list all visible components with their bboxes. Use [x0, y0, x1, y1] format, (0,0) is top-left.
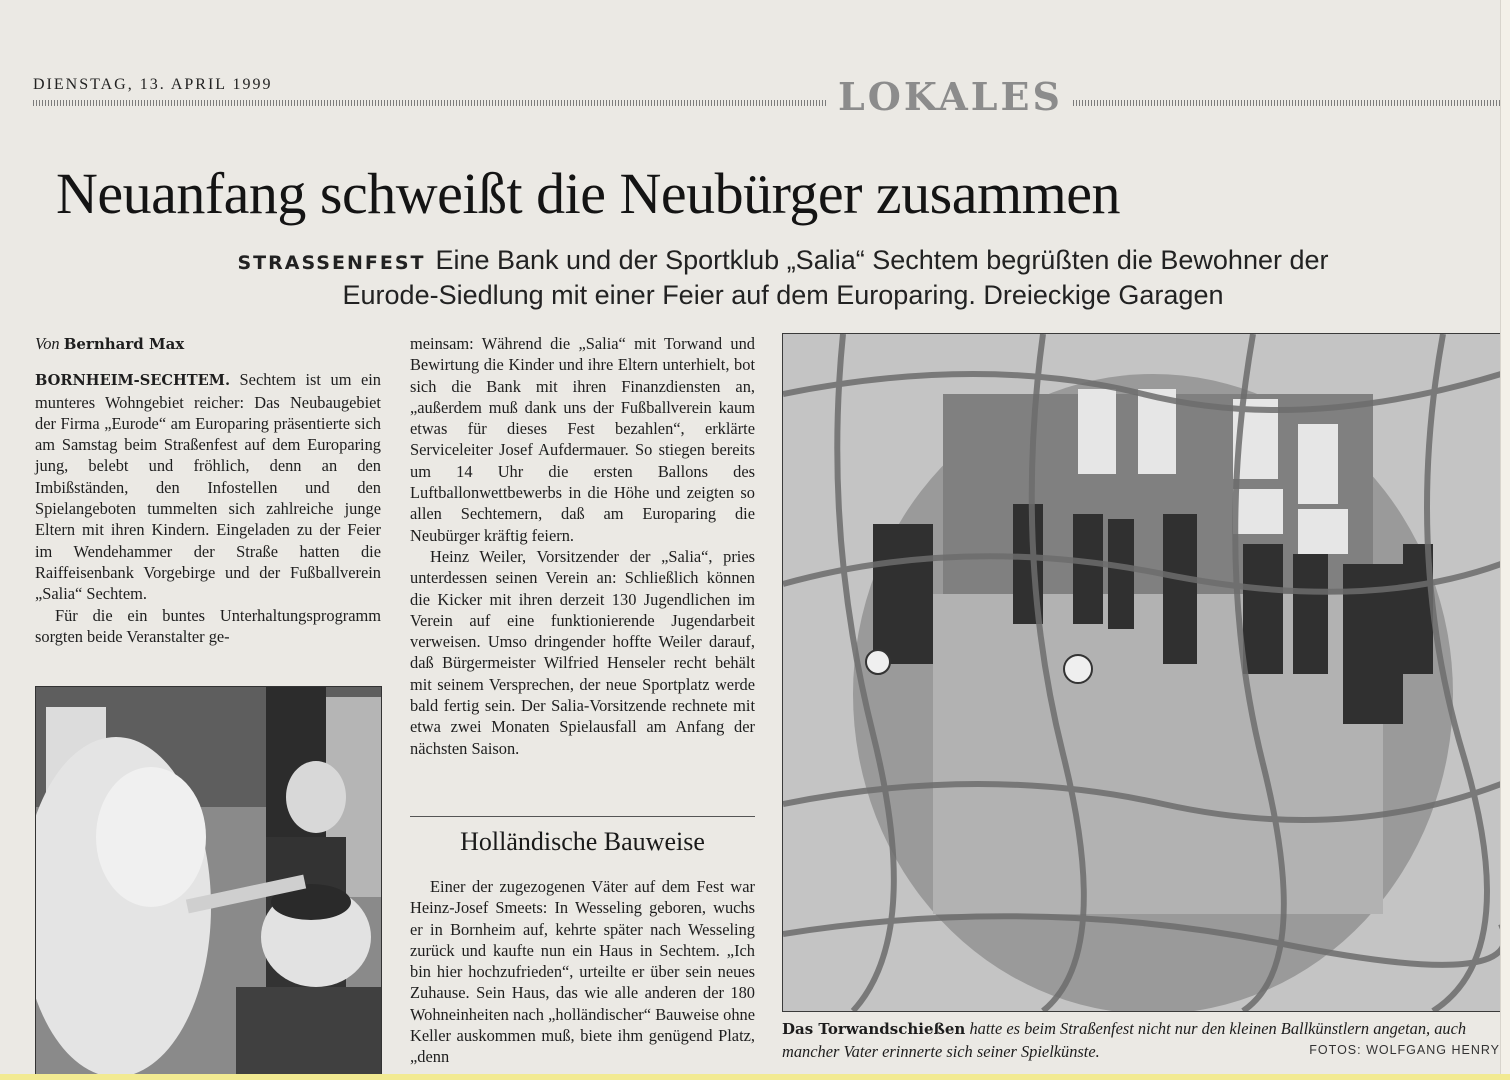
photo-goal-wall [782, 333, 1502, 1012]
page-edge [1500, 0, 1510, 1080]
photo-caption [782, 1018, 1500, 1062]
article-headline: Neuanfang schweißt die Neubürger zusammen [56, 161, 1120, 226]
section-title: LOKALES [838, 74, 1063, 119]
article-subhead [228, 244, 1338, 311]
scan-edge [0, 1074, 1510, 1080]
header-rule-left [33, 100, 826, 106]
text-column-3 [410, 876, 755, 1068]
byline [35, 333, 381, 355]
text-column-1 [35, 333, 381, 647]
paragraph: Einer der zugezogenen Väter auf dem Fest war Heinz-Josef Smeets: In Wesseling geboren, wuchs er in Bornheim auf, kehrte später nach Wesseling zurück und kaufte nun ein Haus in Sechtem. „Ich bin hier hochzufrieden“, urteilte er über sein neues Zuhause. Sein Haus, das wie alle anderen der 180 Wohneinheiten nach „holländischer“ Bauweise ohne Keller auskommen muß, biete ihm genügend Platz, „denn [410, 877, 755, 1067]
paragraph: Heinz Weiler, Vorsitzender der „Salia“, pries unterdessen seinen Verein an: Schließlich können die Kicker mit ihren derzeit 130 Jugendlichen im Verein auf eine funktionierende Jugendarbeit verweisen. Umso dringender hoffte Weiler darauf, daß Bürgermeister Wilfried Henseler recht behält mit seinem Versprechen, der neue Sportplatz werde bald fertig sein. Der Salia-Vorsitzende rechnete mit etwa zwei Monaten Spielausfall am Anfang der nächsten Saison. [410, 546, 755, 758]
paragraph-text: Sechtem ist um ein munteres Wohngebiet reicher: Das Neubaugebiet der Firma „Eurode“ am Europaring präsentierte sich am Samstag beim Straßenfest auf dem Europaring jung, belebt und fröhlich, denn an den Imbißständen, den Infostellen und den Spielangeboten tummelten sich zahlreiche junge Eltern mit ihren Kindern. Eingeladen zu der Feier im Wendehammer der Straße hatten die Raiffeisenbank Vorgebirge und der Fußballverein „Salia“ Sechtem. [35, 370, 381, 604]
kicker: STRASSENFEST [237, 252, 426, 274]
photo-credit: FOTOS: WOLFGANG HENRY [1309, 1043, 1500, 1057]
photo-goal-wall-image [783, 334, 1501, 1011]
caption-text: hatte es beim Straßenfest nicht nur den kleinen Ballkünstlern angetan, auch mancher Vater erinnerte sich seiner Spielkünste. [782, 1019, 1467, 1061]
article-subheading: Holländische Bauweise [460, 827, 705, 856]
caption-lead: Das Torwandschießen [782, 1020, 966, 1038]
header-rule-right [1073, 100, 1500, 106]
paragraph: meinsam: Während die „Salia“ mit Torwand und Bewirtung die Kinder und ihre Eltern unterhielt, bot sich die Bank mit ihren Finanzdiensten an, „außerdem muß dank uns der Fußballverein kaum etwas für dieses Fest bezahlen“, erklärte Serviceleiter Josef Aufdermauer. So stiegen bereits um 14 Uhr die ersten Ballons des Luftballonwettbewerbs in die Höhe und zeigten so allen Sechtemern, daß am Europaring die Neubürger kräftig feiern. [410, 334, 755, 545]
byline-author: Bernhard Max [63, 335, 185, 353]
text-column-2 [410, 333, 755, 759]
photo-face-painting [35, 686, 382, 1078]
byline-prefix: Von [35, 334, 60, 353]
issue-date: DIENSTAG, 13. APRIL 1999 [33, 76, 273, 93]
subhead-text: Eine Bank und der Sportklub „Salia“ Sechtem begrüßten die Bewohner der Eurode-Siedlung mit einer Feier auf dem Europaring. Dreieckige Garagen [342, 245, 1329, 310]
paragraph: Für die ein buntes Unterhaltungsprogramm sorgten beide Veranstalter ge- [35, 605, 381, 646]
paragraph [35, 369, 381, 604]
location-dateline: BORNHEIM-SECHTEM. [35, 372, 231, 390]
photo-face-painting-image [36, 687, 381, 1077]
subheading-block [410, 816, 755, 869]
